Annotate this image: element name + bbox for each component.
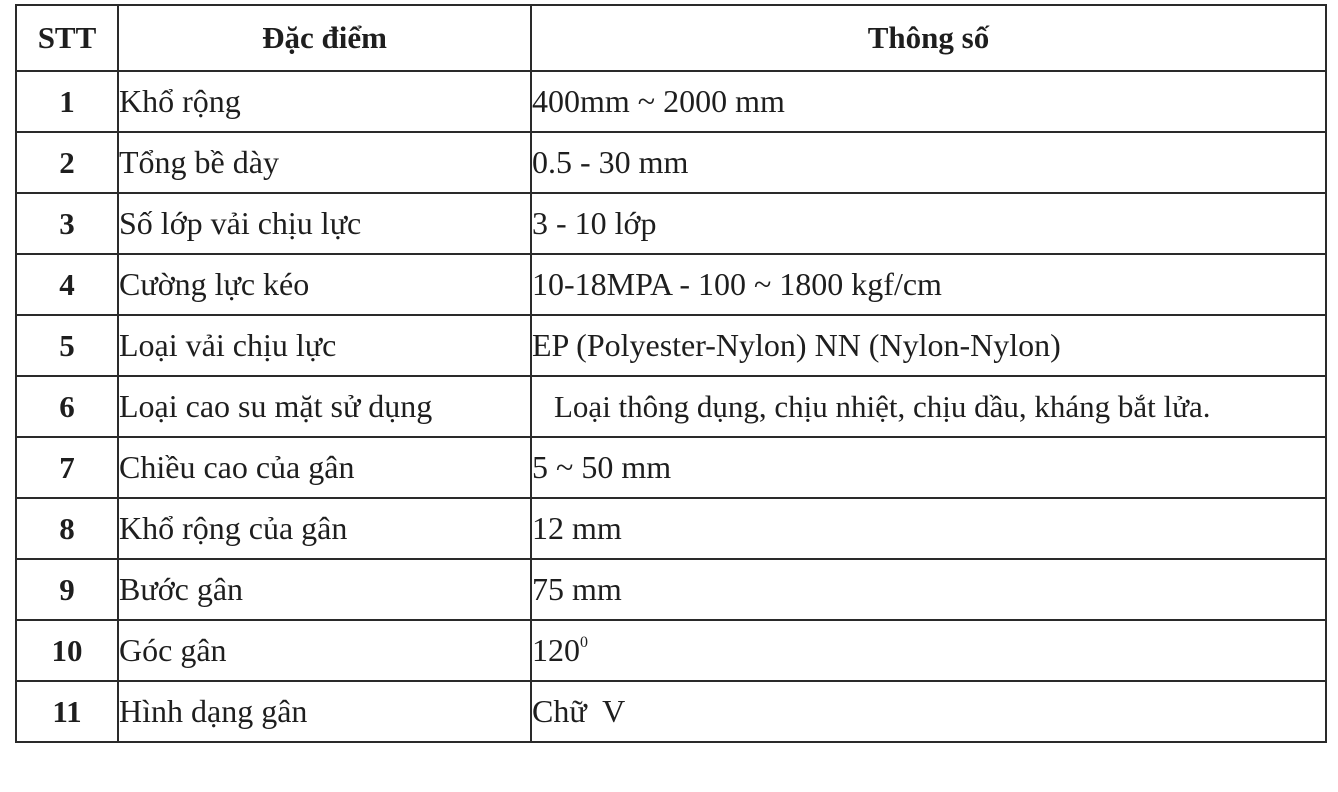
row-feature: Loại vải chịu lực — [118, 315, 531, 376]
row-value: 0.5 - 30 mm — [531, 132, 1326, 193]
table-row — [16, 376, 1326, 437]
row-feature: Khổ rộng — [118, 71, 531, 132]
table-row — [16, 193, 1326, 254]
table-row — [16, 254, 1326, 315]
row-feature: Hình dạng gân — [118, 681, 531, 742]
row-feature: Góc gân — [118, 620, 531, 681]
table-row — [16, 620, 1326, 681]
row-feature: Chiều cao của gân — [118, 437, 531, 498]
row-feature: Cường lực kéo — [118, 254, 531, 315]
row-value: 3 - 10 lớp — [531, 193, 1326, 254]
table-row — [16, 498, 1326, 559]
row-number: 8 — [16, 498, 118, 559]
row-number: 5 — [16, 315, 118, 376]
table-row — [16, 132, 1326, 193]
row-feature: Loại cao su mặt sử dụng — [118, 376, 531, 437]
header-spec: Thông số — [531, 5, 1326, 71]
angle-value: 120 — [532, 632, 580, 668]
row-value: Loại thông dụng, chịu nhiệt, chịu dầu, kháng bắt lửa. — [531, 376, 1326, 437]
row-number: 7 — [16, 437, 118, 498]
row-value: 12 mm — [531, 498, 1326, 559]
table-row — [16, 559, 1326, 620]
row-number: 3 — [16, 193, 118, 254]
row-feature: Tổng bề dày — [118, 132, 531, 193]
row-value — [531, 620, 1326, 681]
table-row — [16, 71, 1326, 132]
row-feature: Số lớp vải chịu lực — [118, 193, 531, 254]
spec-table — [15, 4, 1327, 743]
table-row — [16, 315, 1326, 376]
row-number: 10 — [16, 620, 118, 681]
row-number: 6 — [16, 376, 118, 437]
row-value: 10-18MPA - 100 ~ 1800 kgf/cm — [531, 254, 1326, 315]
table-row — [16, 437, 1326, 498]
row-number: 9 — [16, 559, 118, 620]
row-number: 2 — [16, 132, 118, 193]
degree-superscript: 0 — [580, 634, 588, 651]
row-number: 1 — [16, 71, 118, 132]
row-feature: Bước gân — [118, 559, 531, 620]
header-feature: Đặc điểm — [118, 5, 531, 71]
row-value: EP (Polyester-Nylon) NN (Nylon-Nylon) — [531, 315, 1326, 376]
row-value: 75 mm — [531, 559, 1326, 620]
row-value: 400mm ~ 2000 mm — [531, 71, 1326, 132]
table-row — [16, 681, 1326, 742]
row-feature: Khổ rộng của gân — [118, 498, 531, 559]
row-number: 11 — [16, 681, 118, 742]
row-value: Chữ V — [531, 681, 1326, 742]
row-number: 4 — [16, 254, 118, 315]
table-header-row — [16, 5, 1326, 71]
header-stt: STT — [16, 5, 118, 71]
row-value: 5 ~ 50 mm — [531, 437, 1326, 498]
